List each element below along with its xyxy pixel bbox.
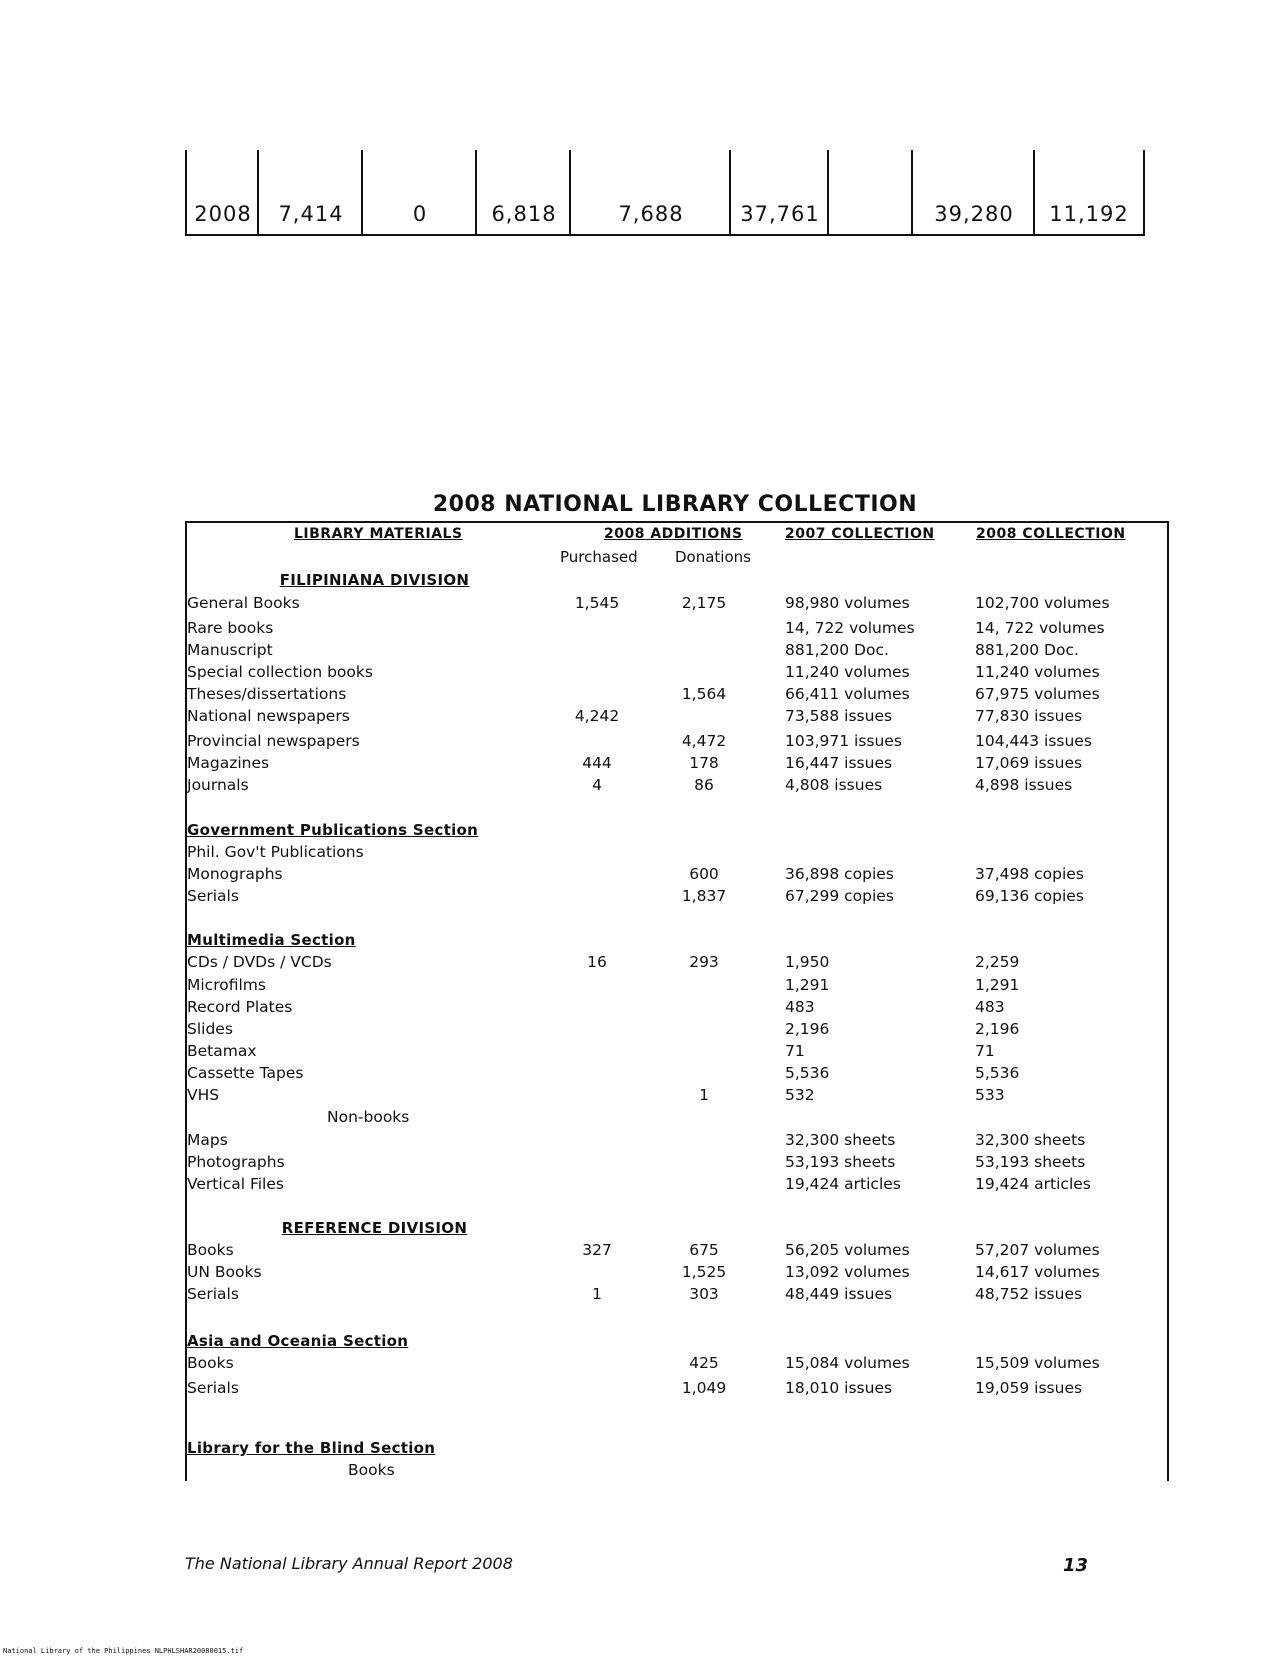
- table-cell: 0: [361, 150, 477, 234]
- table-row: CDs / DVDs / VCDs 16 293 1,950 2,259: [187, 953, 1020, 971]
- table-cell: 37,761: [729, 150, 829, 234]
- table-row: Manuscript 881,200 Doc. 881,200 Doc.: [187, 641, 1079, 659]
- section-heading-government: Government Publications Section: [187, 821, 479, 839]
- section-heading-reference: REFERENCE DIVISION: [281, 1219, 468, 1237]
- page-number: 13: [1063, 1555, 1089, 1576]
- table-row: VHS 1 532 533: [187, 1086, 1005, 1104]
- table-row: Maps 32,300 sheets 32,300 sheets: [187, 1131, 1086, 1149]
- table-row: Photographs 53,193 sheets 53,193 sheets: [187, 1153, 1086, 1171]
- table-row: Magazines 444 178 16,447 issues 17,069 issues: [187, 754, 1083, 772]
- previous-table-fragment: [185, 150, 1145, 236]
- table-cell: [827, 150, 913, 234]
- table-row: Vertical Files 19,424 articles 19,424 articles: [187, 1175, 1091, 1193]
- table-row: General Books 1,545 2,175 98,980 volumes 102,700 volumes: [187, 594, 1110, 612]
- table-cell: 7,688: [569, 150, 731, 234]
- section-heading-asia-oceania: Asia and Oceania Section: [187, 1332, 409, 1350]
- header-purchased: Purchased: [560, 548, 638, 566]
- page-title: 2008 NATIONAL LIBRARY COLLECTION: [432, 492, 918, 517]
- table-row: Books 327 675 56,205 volumes 57,207 volumes: [187, 1241, 1100, 1259]
- table-row: Cassette Tapes 5,536 5,536: [187, 1064, 1020, 1082]
- table-row: UN Books 1,525 13,092 volumes 14,617 volumes: [187, 1263, 1100, 1281]
- table-row: Rare books 14, 722 volumes 14, 722 volumes: [187, 619, 1105, 637]
- table-row: Provincial newspapers 4,472 103,971 issues 104,443 issues: [187, 732, 1092, 750]
- subsection-label: Phil. Gov't Publications: [187, 843, 364, 861]
- table-row: Journals 4 86 4,808 issues 4,898 issues: [187, 776, 1073, 794]
- table-row: Special collection books 11,240 volumes 11,240 volumes: [187, 663, 1100, 681]
- section-heading-multimedia: Multimedia Section: [187, 931, 356, 949]
- table-row: Serials 1 303 48,449 issues 48,752 issues: [187, 1285, 1083, 1303]
- table-row: Serials 1,837 67,299 copies 69,136 copies: [187, 887, 1084, 905]
- header-library-materials: LIBRARY MATERIALS: [294, 526, 463, 542]
- section-heading-filipiniana: FILIPINIANA DIVISION: [279, 571, 470, 589]
- table-cell: 2008: [185, 150, 259, 234]
- table-row: Microfilms 1,291 1,291: [187, 976, 1020, 994]
- table-cell: 39,280: [911, 150, 1035, 234]
- table-row: Books 425 15,084 volumes 15,509 volumes: [187, 1354, 1100, 1372]
- blind-books-label: Books: [348, 1461, 395, 1479]
- table-row: National newspapers 4,242 73,588 issues 77,830 issues: [187, 707, 1083, 725]
- table-row: Betamax 71 71: [187, 1042, 995, 1060]
- table-cell: 11,192: [1033, 150, 1145, 234]
- nonbooks-label: Non-books: [327, 1108, 410, 1126]
- section-heading-blind: Library for the Blind Section: [187, 1439, 436, 1457]
- header-2008-collection: 2008 COLLECTION: [976, 526, 1126, 542]
- table-row: Slides 2,196 2,196: [187, 1020, 1020, 1038]
- scan-source-label: National Library of the Philippines NLPHLSHAR20080015.tif: [3, 1647, 244, 1655]
- report-footer: The National Library Annual Report 2008: [185, 1554, 513, 1573]
- table-row: Serials 1,049 18,010 issues 19,059 issues: [187, 1379, 1083, 1397]
- table-cell: 6,818: [475, 150, 571, 234]
- header-2007-collection: 2007 COLLECTION: [785, 526, 935, 542]
- table-row: Theses/dissertations 1,564 66,411 volumes 67,975 volumes: [187, 685, 1100, 703]
- table-cell: 7,414: [257, 150, 363, 234]
- table-row: Monographs 600 36,898 copies 37,498 copies: [187, 865, 1084, 883]
- header-2008-additions: 2008 ADDITIONS: [604, 526, 743, 542]
- table-row: Record Plates 483 483: [187, 998, 1005, 1016]
- header-donations: Donations: [675, 548, 751, 566]
